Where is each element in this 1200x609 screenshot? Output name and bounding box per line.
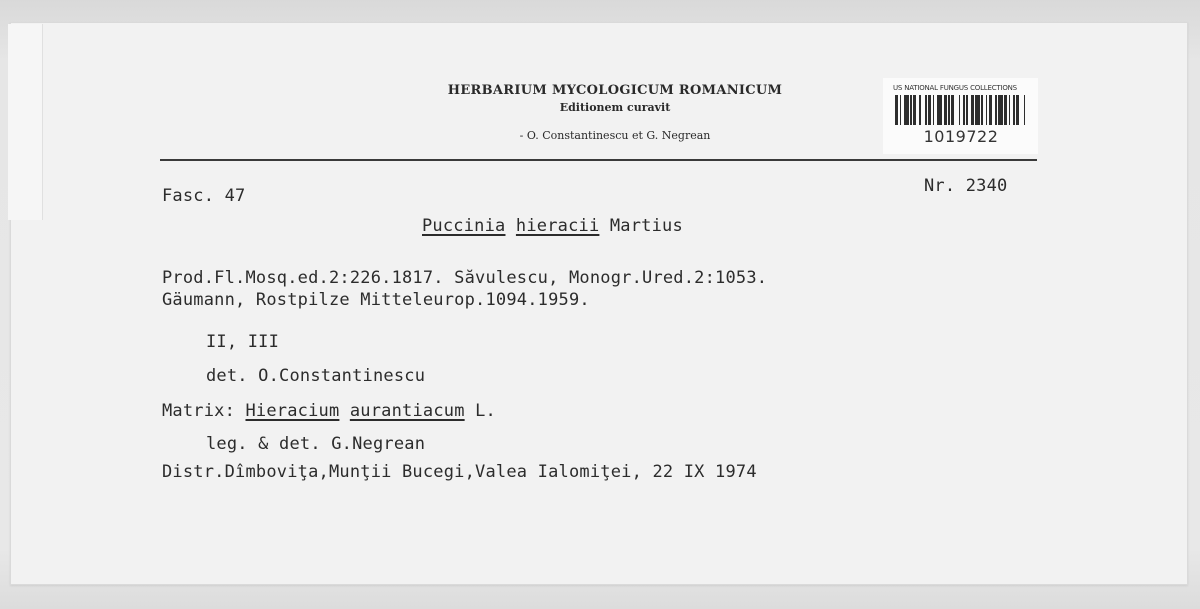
barcode-label: [883, 78, 1038, 154]
barcode-gap: [1025, 95, 1027, 125]
host-epithet: aurantiacum: [349, 401, 465, 421]
specimen-number: Nr. 2340: [924, 176, 1008, 196]
header-divider: [160, 159, 1037, 161]
collector: leg. & det. G.Negrean: [206, 434, 426, 454]
editors-line: - O. Constantinescu et G. Negrean: [519, 129, 711, 142]
barcode-caption: US NATIONAL FUNGUS COLLECTIONS: [893, 84, 1017, 92]
locality: Distr.Dîmboviţa,Munţii Bucegi,Valea Ialomiţei, 22 IX 1974: [162, 462, 757, 482]
edition-subtitle: Editionem curavit: [559, 101, 671, 114]
species-author: Martius: [609, 216, 683, 236]
paper-fold-strip: [8, 24, 43, 220]
reference-line-1: Prod.Fl.Mosq.ed.2:226.1817. Săvulescu, Monogr.Ured.2:1053.: [162, 268, 768, 288]
matrix-prefix: Matrix:: [162, 401, 236, 421]
spore-stages: II, III: [206, 332, 280, 352]
herbarium-title: HERBARIUM MYCOLOGICUM ROMANICUM: [447, 83, 783, 98]
species-epithet: hieracii: [515, 216, 600, 236]
determiner: det. O.Constantinescu: [206, 366, 426, 386]
reference-line-2: Gäumann, Rostpilze Mitteleurop.1094.1959.: [162, 290, 590, 310]
barcode-bars: [895, 95, 1027, 125]
host-matrix: [162, 401, 496, 421]
fascicle-number: Fasc. 47: [162, 186, 246, 206]
species-genus: Puccinia: [422, 216, 506, 236]
label-header: [380, 82, 850, 144]
host-genus: Hieracium: [245, 401, 340, 421]
barcode-number: 1019722: [923, 127, 999, 146]
species-name: [422, 216, 683, 236]
host-author: L.: [475, 401, 496, 421]
